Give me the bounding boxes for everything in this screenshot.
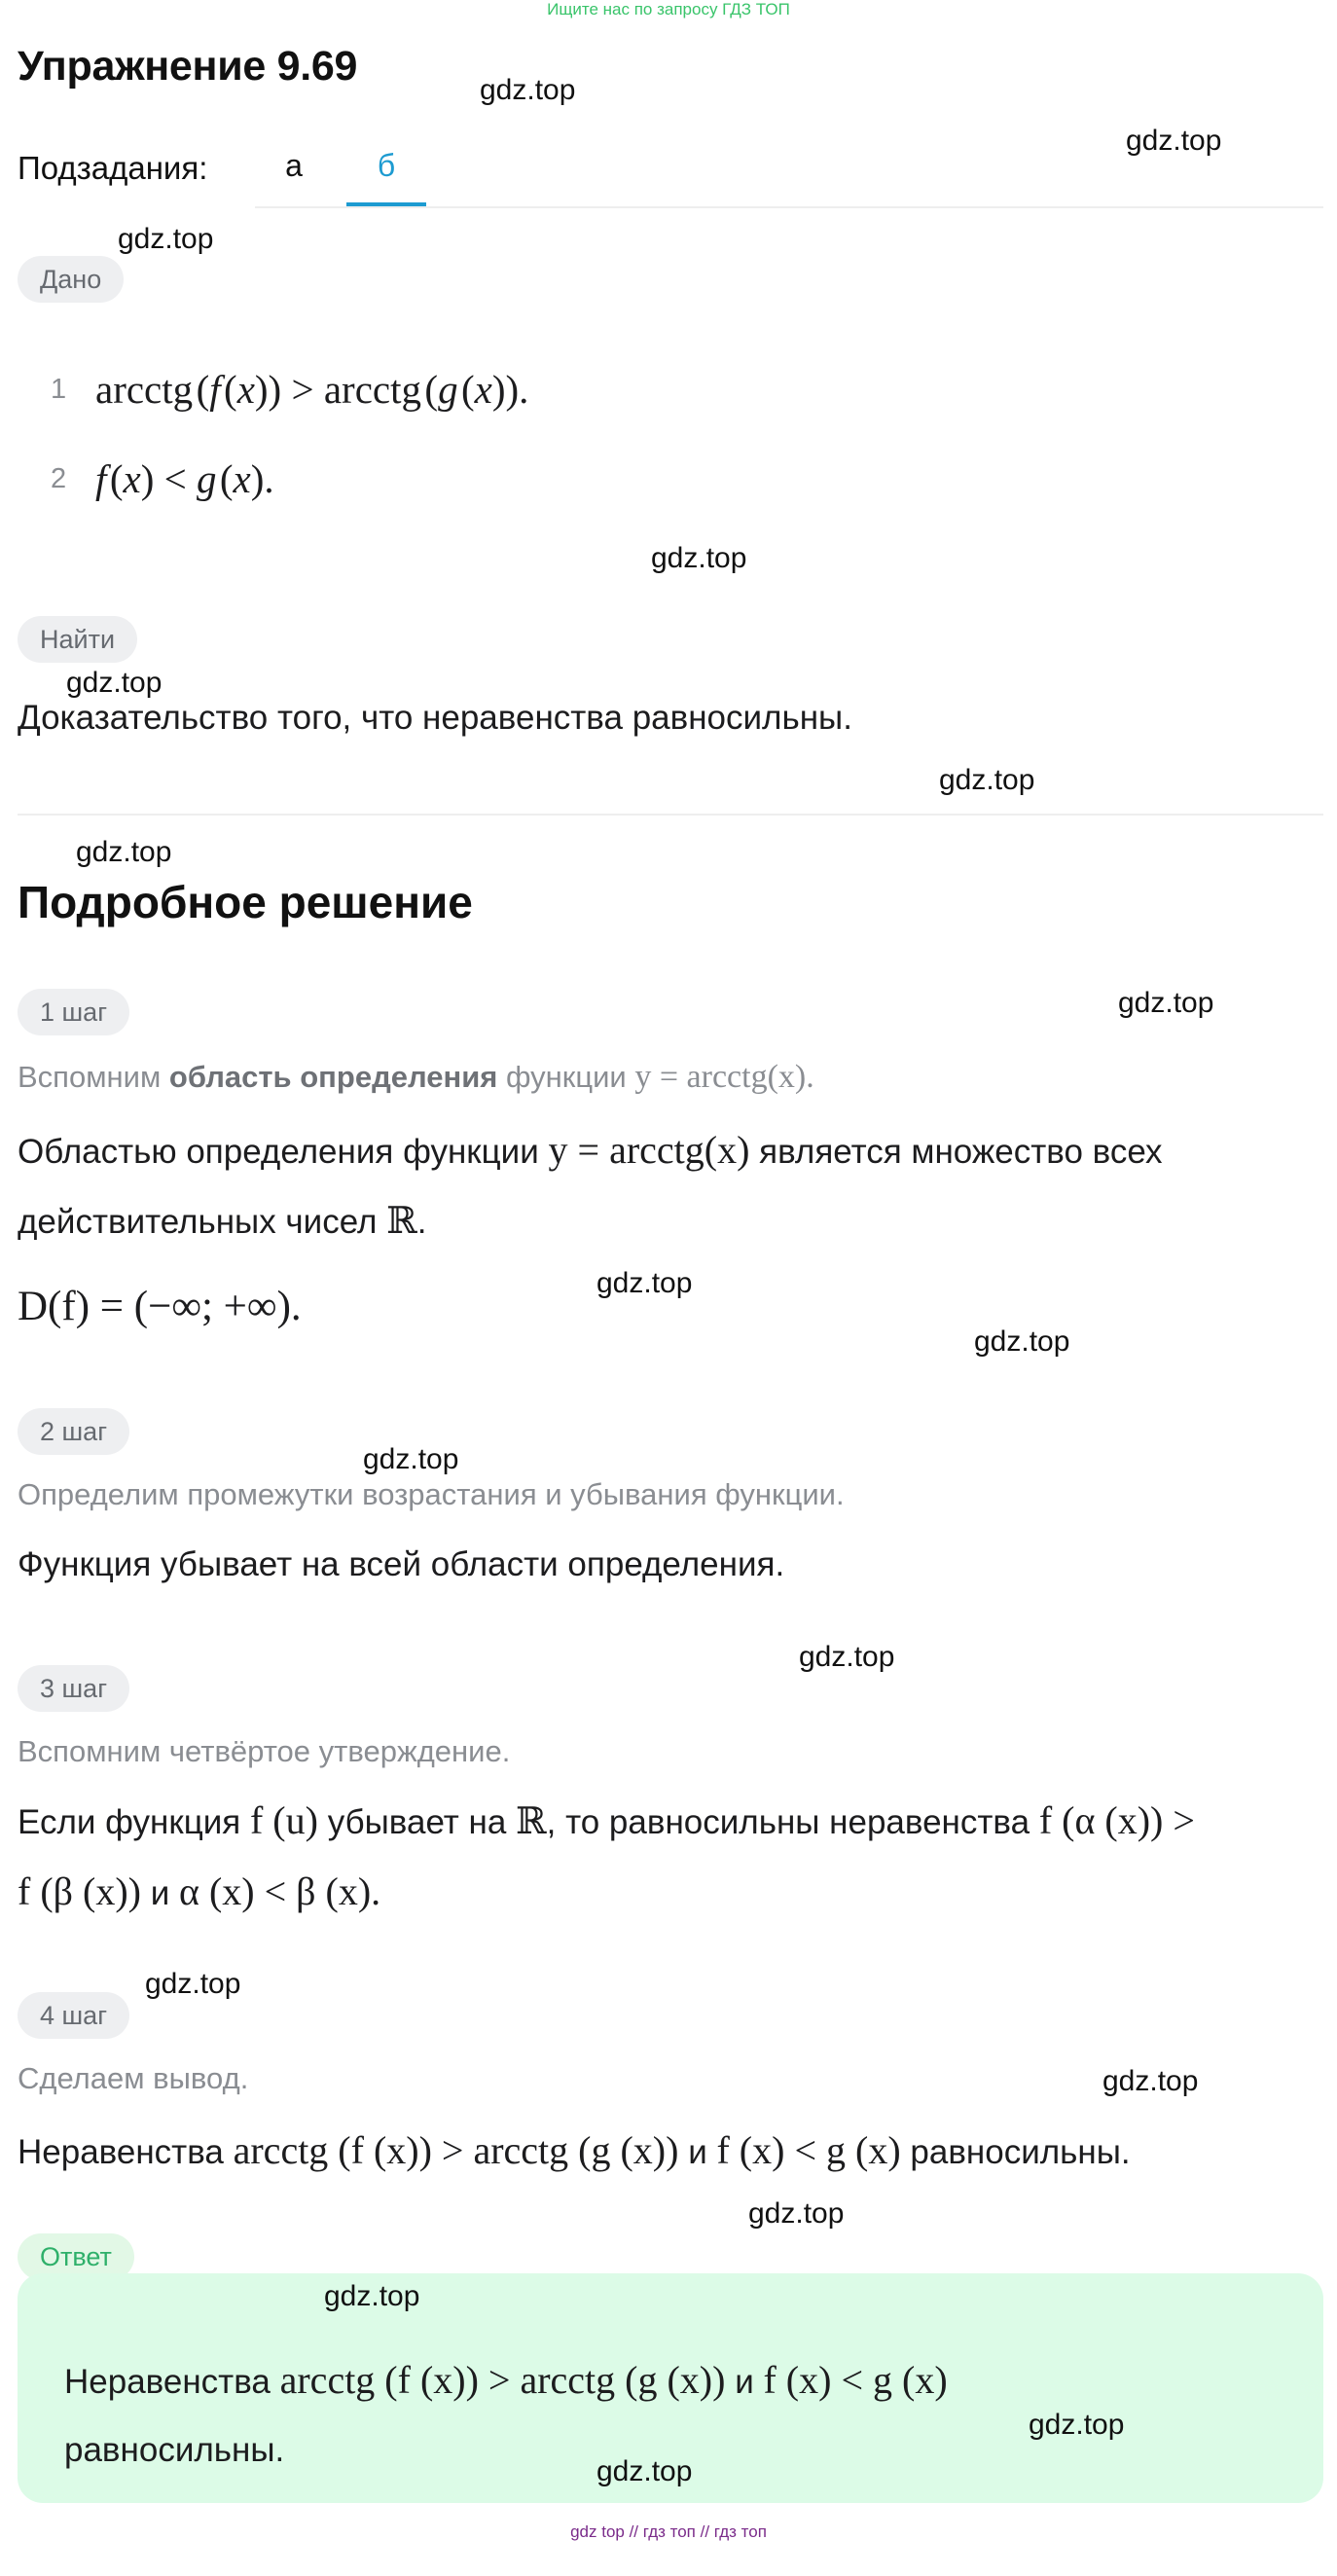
body-math: arcctg (f (x)) > arcctg (g (x)) (233, 2128, 679, 2172)
answer-pill: Ответ (18, 2233, 134, 2280)
top-banner[interactable]: Ищите нас по запросу ГДЗ ТОП (547, 0, 790, 18)
watermark: gdz.top (1126, 125, 1222, 157)
watermark: gdz.top (1029, 2409, 1125, 2441)
operator: < (163, 456, 187, 501)
step-1-formula: D(f) = (−∞; +∞). (18, 1284, 302, 1329)
watermark: gdz.top (66, 667, 163, 699)
func-var: f (95, 456, 107, 501)
step-4-pill: 4 шаг (18, 1992, 129, 2039)
step-2-pill: 2 шаг (18, 1408, 129, 1455)
body-math: f (β (x)) (18, 1869, 141, 1913)
given-pill: Дано (18, 256, 124, 303)
answer-line2: равносильны. (64, 2431, 285, 2469)
step-3-body-line2: f (β (x)) и α (x) < β (x). (18, 1869, 381, 1913)
given-formula-2: f (x) < g (x). (95, 456, 274, 501)
watermark: gdz.top (324, 2280, 420, 2312)
step-3-pill: 3 шаг (18, 1665, 129, 1712)
punct: . (264, 456, 274, 501)
func-var: g (438, 367, 458, 412)
step-3-hint: Вспомним четвёртое утверждение. (18, 1734, 511, 1768)
step-4-hint: Сделаем вывод. (18, 2061, 249, 2095)
punct: . (519, 367, 529, 412)
answer-math: f (x) < g (x) (763, 2358, 948, 2402)
watermark: gdz.top (363, 1443, 459, 1475)
body-math: α (x) < β (x). (178, 1869, 381, 1913)
watermark: gdz.top (118, 223, 214, 255)
tabs-divider (255, 206, 1323, 208)
step-4-body: Неравенства arcctg (f (x)) > arcctg (g (x)) и f (x) < g (x) равносильны. (18, 2128, 1131, 2172)
body-math: y = arcctg(x) (548, 1128, 750, 1172)
watermark: gdz.top (799, 1641, 895, 1673)
func-name: arcctg (323, 367, 421, 412)
body-math: f (x) < g (x) (716, 2128, 901, 2172)
body-math: f (u) (249, 1798, 318, 1842)
given-item-number: 2 (51, 463, 67, 494)
step-2-body: Функция убывает на всей области определения. (18, 1545, 785, 1583)
step-1-hint: Вспомним область определения функции y = arcctg(x). (18, 1059, 814, 1095)
step-1-body-line1: Областью определения функции y = arcctg(x) является множество всех (18, 1128, 1163, 1172)
watermark: gdz.top (480, 74, 576, 106)
tab-subtask-a[interactable]: а (285, 148, 303, 183)
step-1-pill: 1 шаг (18, 989, 129, 1035)
func-var: g (196, 456, 217, 501)
body-math: f (α (x)) > (1038, 1798, 1195, 1842)
answer-line1: Неравенства arcctg (f (x)) > arcctg (g (x)) и f (x) < g (x) (64, 2358, 948, 2402)
watermark: gdz.top (76, 836, 172, 868)
watermark: gdz.top (748, 2197, 845, 2230)
page-title: Упражнение 9.69 (18, 43, 358, 90)
watermark: gdz.top (596, 1267, 693, 1299)
step-3-body-line1: Если функция f (u) убывает на ℝ, то равносильны неравенства f (α (x)) > (18, 1798, 1195, 1842)
given-item-number: 1 (51, 374, 67, 405)
watermark: gdz.top (651, 542, 747, 574)
watermark: gdz.top (974, 1325, 1070, 1358)
func-name: arcctg (95, 367, 194, 412)
watermark: gdz.top (1118, 987, 1214, 1019)
section-divider (18, 814, 1323, 816)
hint-math: y = arcctg(x). (634, 1059, 814, 1095)
given-formula-1: arcctg (f (x)) > arcctg (g (x)). (95, 367, 529, 412)
find-text: Доказательство того, что неравенства равносильны. (18, 699, 852, 737)
real-numbers-symbol: ℝ (386, 1201, 417, 1242)
watermark: gdz.top (596, 2455, 693, 2487)
func-var: f (209, 367, 221, 412)
tab-subtask-b[interactable]: б (377, 148, 396, 183)
operator: > (291, 367, 314, 412)
watermark: gdz.top (145, 1968, 241, 2000)
watermark: gdz.top (1102, 2065, 1199, 2097)
footer-links[interactable]: gdz top // гдз топ // гдз топ (570, 2522, 767, 2541)
find-pill: Найти (18, 616, 137, 663)
watermark: gdz.top (939, 764, 1035, 796)
real-numbers-symbol: ℝ (516, 1801, 547, 1842)
solution-title: Подробное решение (18, 877, 473, 927)
step-1-body-line2: действительных чисел ℝ. (18, 1201, 427, 1242)
subtasks-label: Подзадания: (18, 150, 208, 186)
hint-emphasis: область определения (168, 1060, 498, 1094)
answer-math: arcctg (f (x)) > arcctg (g (x)) (279, 2358, 726, 2402)
step-2-hint: Определим промежутки возрастания и убывания функции. (18, 1477, 845, 1511)
